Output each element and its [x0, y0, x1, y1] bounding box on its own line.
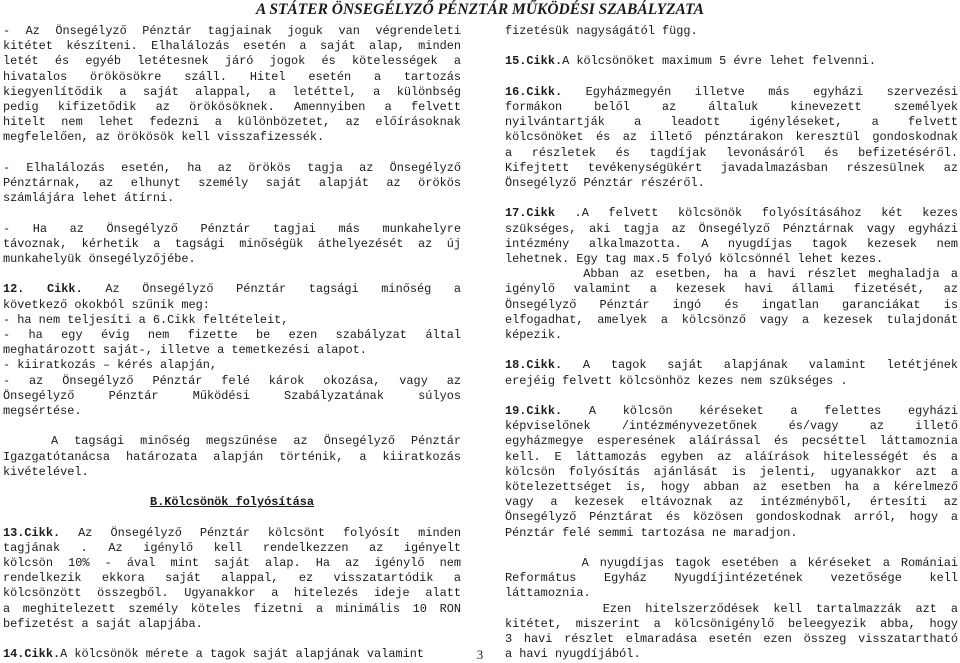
text-line: Pénztárnak, az elhunyt személy saját alapját az örökös [3, 176, 461, 191]
text-line: 19.Cikk. A kölcsön kéréseket a felettes egyházi [505, 404, 958, 418]
text-line: 14.Cikk.A kölcsönök mérete a tagok saját alapjának valamint [3, 647, 425, 662]
text-line: befizetést a saját alapjába. [3, 616, 203, 631]
article-19 [505, 404, 958, 662]
text-line: kell. E láttamozás egyben az aláírások hitelességét és a [505, 449, 958, 464]
text-line: a részletek és tagdíjak levonásáról és befizetéséről. [505, 145, 958, 160]
text-line: szükséges, aki tagja az Önsegélyző Pénztárnak vagy egyházi [505, 221, 958, 236]
article-number: 15.Cikk. [505, 54, 563, 69]
text-line: - az Önsegélyző Pénztár felé károk okozása, vagy az [3, 373, 461, 388]
text-line: kötelezettséget is, hogy abban az esetben ha a kérelmező [505, 480, 958, 495]
text-line: kiegyenlítődik a saját alappal, a letéttel, a különbség [3, 84, 461, 99]
text-line: megsértése. [3, 404, 82, 419]
text-line: Kifejtett tevékenységükért javadalmazásban részesülnek az [505, 160, 958, 175]
inheritance-paragraph [3, 24, 461, 146]
text-line: igénylő valamint a kezesek havi állami fizetését, az [505, 282, 958, 297]
text-line: kitétet, miszerint a kölcsönigénylő beleegyezik abba, hogy [505, 616, 958, 631]
text-line: elfogadhat, amelyek a kölcsönző vagy a kezesek tulajdonát [505, 312, 958, 327]
text-line: - Elhalálozás esetén, ha az örökös tagja az Önsegélyző [3, 160, 461, 175]
text-line: Pénztár felé semmi tartozása ne maradjon. [505, 525, 798, 540]
text-line: pedig kifizetődik az örökösöknek. Amennyiben a felvett [3, 100, 461, 115]
article-13 [3, 526, 461, 632]
text-line: kölcsönzött összegből. Ugyanakkor a hitelezés ideje alatt [3, 586, 461, 601]
text-line: 18.Cikk. A tagok saját alapjának valamint letétjének [505, 358, 958, 373]
text-line: erejéig felvett kölcsönhöz kezes nem szükséges . [505, 373, 848, 388]
text-line: tagjának . Az igénylő kell rendelkezzen az igényelt [3, 540, 461, 555]
article-16 [505, 85, 958, 191]
text-line: lehetnek. Egy tag max.5 folyó kölcsönnél lehet kezes. [505, 252, 884, 266]
text-line: - ha nem teljesíti a 6.Cikk feltételeit, [3, 312, 289, 327]
text-line: a havi nyugdíjából. [505, 647, 641, 662]
text-line: letét és egyéb letétesnek járó jogok és kötelességek a [3, 54, 461, 69]
text-line: vagy a kezesek eltávoznak az intézményből, értesíti az [505, 495, 958, 510]
text-line: kölcsönöket és az illető pénztárakon keresztül gondoskodnak [505, 130, 958, 145]
text-line: A tagsági minőség megszűnése az Önsegélyző Pénztár [3, 434, 461, 449]
text-line: kivételével. [3, 464, 89, 479]
text-line: Önsegélyző Pénztárat és közösen gondoskodnak arról, hogy a [505, 510, 958, 525]
text-line: nyilvántartják a leadott igényléseket, a felvett [505, 115, 958, 130]
article-number: 14.Cikk. [3, 647, 61, 662]
text-line: megfelelően, az örökösök kell visszafizessék. [3, 130, 325, 145]
text-line: munkahelyük önsegélyzőjébe. [3, 252, 196, 267]
left-column [3, 24, 461, 662]
text-line: - Az Önsegélyző Pénztár tagjainak joguk van végrendeleti [3, 24, 461, 38]
text-line: 3 havi részlet elmaradása esetén ezen összeg visszatartható [505, 632, 958, 647]
text-line: képezik. [505, 328, 563, 343]
text-line: 15.Cikk.A kölcsönöket maximum 5 évre lehet felvenni. [505, 54, 877, 69]
article-number: 16.Cikk. [505, 84, 563, 99]
text-line: egyházmegye esperesének aláírással és pecséttel láttamoznia [505, 434, 958, 449]
article-number: 18.Cikk. [505, 358, 563, 373]
article-18 [505, 358, 958, 388]
text-line: Önsegélyző Pénztár ingó és ingatlan garanciákat is [505, 297, 958, 312]
text-line: következő okokból szűnik meg: [3, 297, 210, 312]
text-line: - kiiratkozás – kérés alapján, [3, 358, 218, 373]
text-line: távoznak, kérhetik a tagsági minőségük áthelyezését az új [3, 236, 461, 251]
text-line: 17.Cikk .A felvett kölcsönök folyósításához két kezes [505, 206, 958, 221]
text-line: - ha egy évig nem fizette be ezen szabályzat által [3, 328, 461, 343]
text-line: hivatalos örökösökre száll. Hitel esetén a tartozás [3, 69, 461, 84]
article-number: 17.Cikk [505, 206, 555, 221]
article-12 [3, 282, 461, 419]
text-line: Igazgatótanácsa határozata alapján történik, a kiiratkozás [3, 449, 461, 464]
article-number: 19.Cikk. [505, 404, 563, 418]
text-line: 13.Cikk. Az Önsegélyző Pénztár kölcsönt folyósít minden [3, 525, 461, 540]
termination-paragraph [3, 434, 461, 480]
text-line: Református Egyház Nyugdíjintézetének vezetősége kell [505, 571, 958, 586]
article-number: 13.Cikk. [3, 525, 61, 540]
page-number: 3 [476, 647, 484, 662]
text-line: Ezen hitelszerződések kell tartalmazzák azt a [505, 601, 958, 616]
text-line: számlájára lehet átírni. [3, 191, 175, 206]
text-line: hitelt nem lehet fedezni a különbözetet, az előírásoknak [3, 115, 461, 130]
text-line: kölcsön 10% - ával mint saját alap. Ha az igénylő nem [3, 556, 461, 571]
text-line: Önsegélyző Pénztár Működési Szabályzatának súlyos [3, 388, 461, 403]
text-line: A nyugdíjas tagok esetében a kéréseket a Romániai [505, 556, 958, 571]
text-line: 16.Cikk. Egyházmegyén illetve más egyházi szervezési [505, 84, 958, 99]
text-line: intézmény alkalmazotta. A nyugdíjas tagok kezesek nem [505, 236, 958, 251]
text-line: képviselőnek /intézményvezetőnek és/vagy az illető [505, 419, 958, 434]
transfer-paragraph [3, 222, 461, 268]
article-number: 12. Cikk. [3, 282, 83, 297]
section-heading: B.Kölcsönök folyósítása [149, 495, 315, 510]
text-line: fizetésük nagyságától függ. [505, 24, 698, 38]
text-line: a meghitelezett személy köteles fizetni a minimális 10 RON [3, 601, 461, 616]
text-line: kitétet készíteni. Elhalálozás esetén a saját alap, minden [3, 39, 461, 54]
text-line: meghatározott saját-, illetve a temetkezési alapot. [3, 343, 367, 358]
article-14 [3, 647, 461, 662]
article-15 [505, 54, 958, 69]
text-line: Önsegélyző Pénztár részéről. [505, 176, 705, 190]
text-line: rendelkezik ekkora saját alappal, ez visszatartódik a [3, 571, 461, 586]
text-line: Abban az esetben, ha a havi részlet meghaladja a [505, 267, 958, 282]
text-line: - Ha az Önsegélyző Pénztár tagjai más munkahelyre [3, 221, 461, 236]
text-line: láttamoznia. [505, 586, 591, 601]
text-line: kölcsön folyósítás ajánlását is jelenti, ugyanakkor azt a [505, 464, 958, 479]
document-header: A STÁTER ÖNSEGÉLYZŐ PÉNZTÁR MŰKÖDÉSI SZABÁLYZATA [255, 1, 704, 18]
text-line: formákon belől az általuk kinevezett személyek [505, 99, 958, 114]
heir-member-paragraph [3, 161, 461, 207]
text-line: 12. Cikk. Az Önsegélyző Pénztár tagsági minőség a [3, 282, 461, 297]
article-17 [505, 206, 958, 343]
right-column [505, 24, 958, 662]
